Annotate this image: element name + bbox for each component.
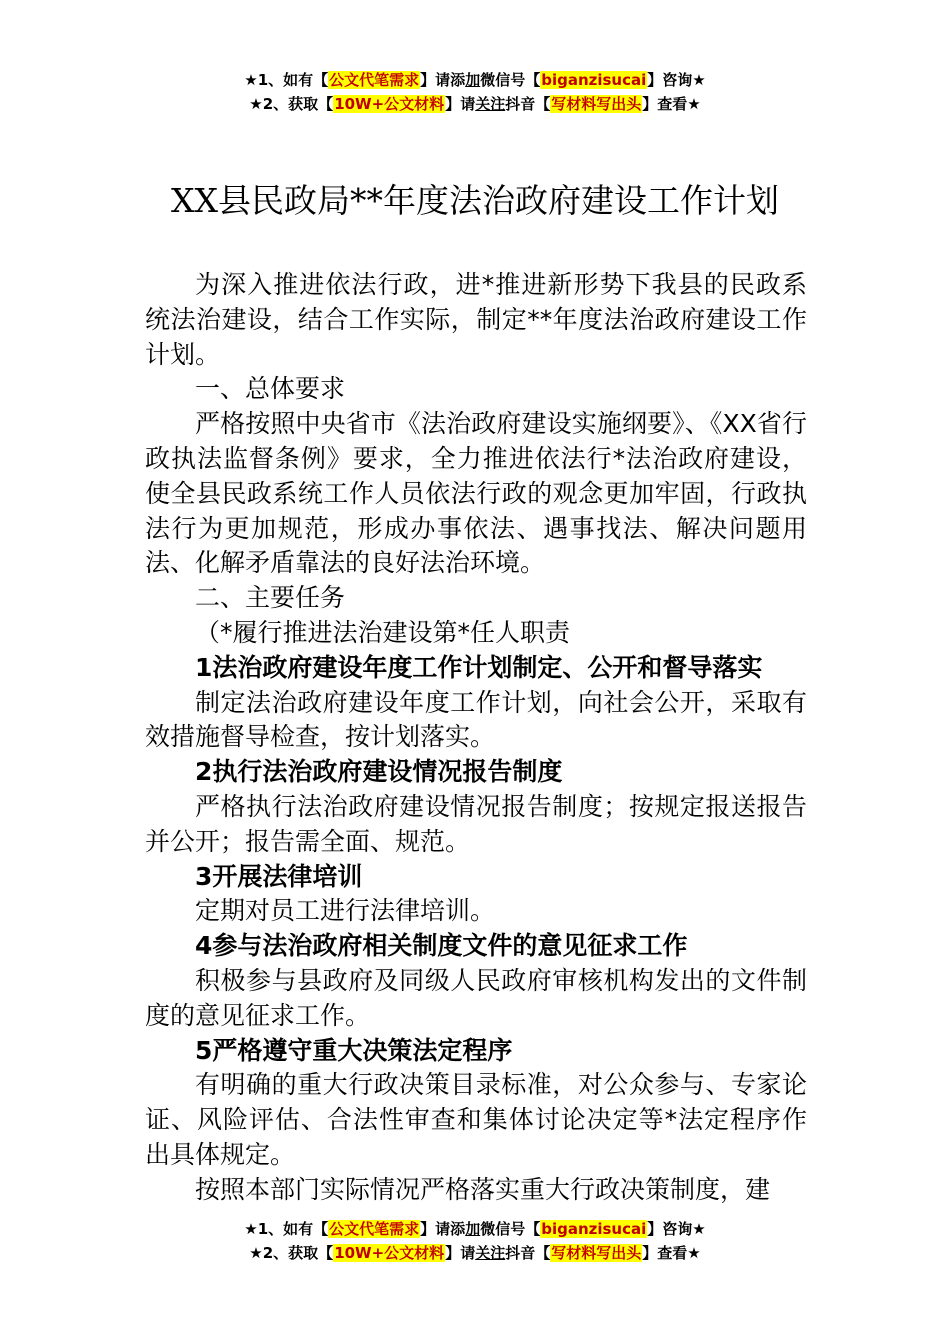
banner-line-1: ★1、如有【公文代笔需求】请添加微信号【biganzisucai】咨询★ [244, 1220, 706, 1238]
banner-line-2: ★2、获取【10W+公文材料】请关注抖音【写材料写出头】查看★ [249, 1244, 701, 1262]
body-paragraph: 按照本部门实际情况严格落实重大行政决策制度，建 [195, 1174, 771, 1204]
document-title: XX县民政局**年度法治政府建设工作计划 [171, 181, 779, 220]
footer-banner [0, 1217, 950, 1265]
item-heading: 4参与法治政府相关制度文件的意见征求工作 [195, 931, 688, 961]
highlight-douyin-account: 写材料写出头 [551, 95, 642, 113]
body-paragraph: 严格执行法治政府建设情况报告制度；按规定报送报告并公开；报告需全面、规范。 [145, 791, 807, 856]
body-paragraph: 有明确的重大行政决策目录标准，对公众参与、专家论证、风险评估、合法性审查和集体讨论决定等*法定程序作出具体规定。 [145, 1070, 807, 1169]
highlight-wechat-id: biganzisucai [541, 1220, 647, 1238]
section-heading: 一、总体要求 [195, 374, 346, 404]
body-paragraph: 定期对员工进行法律培训。 [195, 896, 496, 926]
banner-line-1: ★1、如有【公文代笔需求】请添加微信号【biganzisucai】咨询★ [244, 71, 706, 89]
section-heading: 二、主要任务 [195, 583, 346, 613]
body-paragraph: 制定法治政府建设年度工作计划，向社会公开，采取有效措施督导检查，按计划落实。 [145, 687, 807, 752]
item-heading: 5严格遵守重大决策法定程序 [195, 1035, 513, 1065]
highlight-service: 公文代笔需求 [329, 1220, 420, 1238]
subsection-heading: （*履行推进法治建设第*任人职责 [195, 617, 571, 647]
item-heading: 2执行法治政府建设情况报告制度 [195, 757, 563, 787]
highlight-wechat-id: biganzisucai [541, 71, 647, 89]
highlight-service: 公文代笔需求 [329, 71, 420, 89]
body-paragraph: 严格按照中央省市《法治政府建设实施纲要》、《XX省行政执法监督条例》要求，全力推进依法行*法治政府建设，使全县民政系统工作人员依法行政的观念更加牢固，行政执法行为更加规范，形成办事依法、遇事找法、解决问题用法、化解矛盾靠法的良好法治环境。 [145, 409, 807, 578]
body-paragraph: 积极参与县政府及同级人民政府审核机构发出的文件制度的意见征求工作。 [145, 965, 807, 1030]
highlight-materials: 10W+公文材料 [334, 95, 445, 113]
highlight-douyin-account: 写材料写出头 [551, 1244, 642, 1262]
banner-line-2: ★2、获取【10W+公文材料】请关注抖音【写材料写出头】查看★ [249, 95, 701, 113]
item-heading: 3开展法律培训 [195, 861, 363, 891]
item-heading: 1法治政府建设年度工作计划制定、公开和督导落实 [195, 652, 763, 682]
document-body [145, 268, 807, 1208]
highlight-materials: 10W+公文材料 [334, 1244, 445, 1262]
header-banner [0, 68, 950, 116]
intro-paragraph: 为深入推进依法行政，进*推进新形势下我县的民政系统法治建设，结合工作实际，制定**年度法治政府建设工作计划。 [145, 270, 807, 369]
